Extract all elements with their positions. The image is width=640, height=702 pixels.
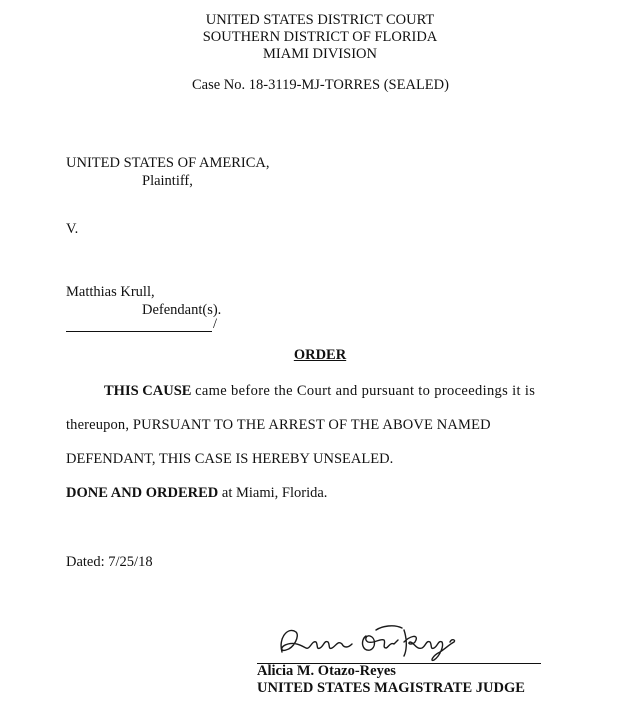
order-text-line3: DEFENDANT, THIS CASE IS HEREBY UNSEALED. (66, 451, 394, 467)
court-name: UNITED STATES DISTRICT COURT (205, 12, 435, 28)
district-name: SOUTHERN DISTRICT OF FLORIDA (202, 29, 438, 45)
this-cause-label: THIS CAUSE (104, 383, 192, 399)
caption-underline (66, 331, 212, 332)
done-location: at Miami, Florida. (221, 485, 328, 501)
done-ordered-label: DONE AND ORDERED (66, 485, 219, 501)
judge-name: Alicia M. Otazo-Reyes (257, 663, 396, 679)
versus-label: V. (66, 221, 79, 237)
order-title: ORDER (293, 347, 347, 363)
caption-slash: / (213, 316, 218, 332)
done-ordered-line (66, 485, 327, 502)
defendant-role: Defendant(s). (142, 302, 222, 318)
plaintiff-role: Plaintiff, (142, 173, 193, 189)
order-paragraph-line1 (104, 383, 535, 400)
dated-line: Dated: 7/25/18 (66, 554, 153, 570)
case-number: Case No. 18-3119-MJ-TORRES (SEALED) (192, 77, 449, 93)
order-text-line2: thereupon, PURSUANT TO THE ARREST OF THE ABOVE NAMED (66, 417, 491, 433)
division-name: MIAMI DIVISION (263, 46, 377, 62)
order-text-line1: came before the Court and pursuant to proceedings it is (195, 383, 536, 399)
handwritten-signature (270, 618, 490, 666)
judge-title: UNITED STATES MAGISTRATE JUDGE (257, 680, 525, 696)
plaintiff-name: UNITED STATES OF AMERICA, (66, 155, 270, 171)
defendant-name: Matthias Krull, (66, 284, 155, 300)
